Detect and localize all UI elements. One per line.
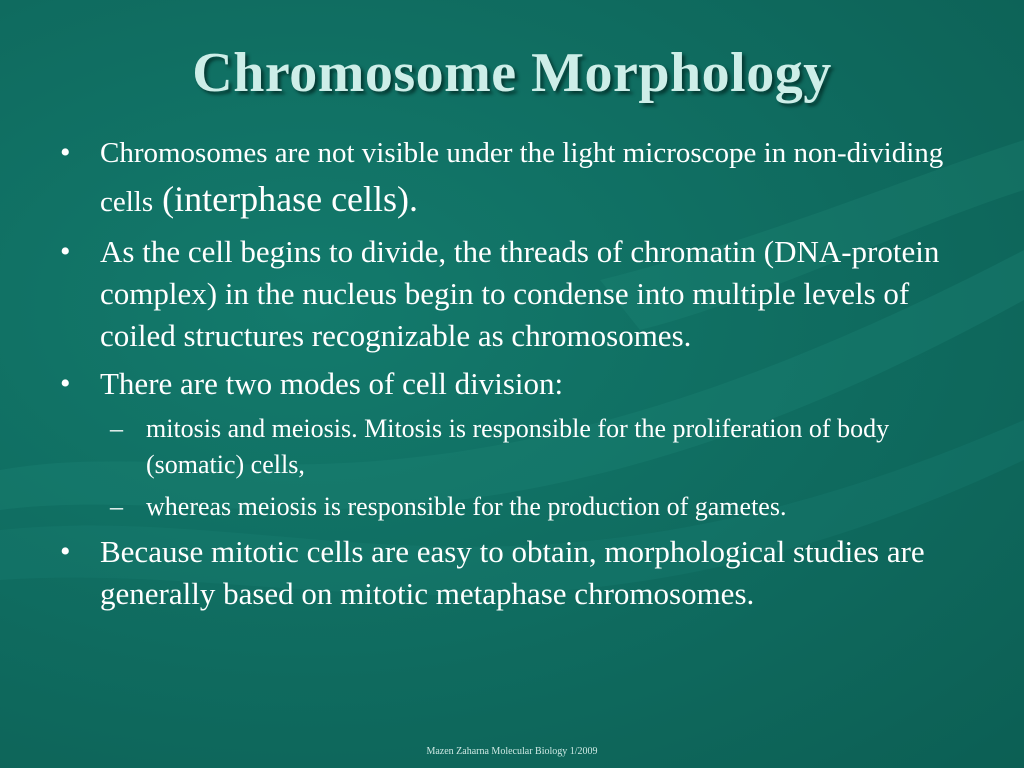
- bullet-1: [58, 130, 978, 225]
- bullet-3-text: There are two modes of cell division:: [100, 366, 564, 401]
- bullet-1-text: Chromosomes are not visible under the light microscope in non-dividing cells: [100, 137, 944, 218]
- bullet-4-text: Because mitotic cells are easy to obtain, morphological studies are generally based on mitotic metaphase chromosomes.: [100, 534, 925, 611]
- slide-content: [58, 130, 978, 621]
- sub-bullet-2-text: whereas meiosis is responsible for the production of gametes.: [146, 492, 787, 521]
- bullet-1-text-large: (interphase cells).: [153, 179, 419, 219]
- bullet-3: [58, 363, 978, 405]
- bullet-dot: •: [60, 535, 71, 568]
- bullet-2-text: As the cell begins to divide, the threads of chromatin (DNA-protein complex) in the nucleus begin to condense into multiple levels of coiled structures recognizable as chromosomes.: [100, 234, 940, 353]
- bullet-4: [58, 531, 978, 615]
- bullet-dot: •: [60, 136, 71, 169]
- sub-bullet-2: [58, 489, 978, 525]
- bullet-2: [58, 231, 978, 357]
- slide-footer: Mazen Zaharna Molecular Biology 1/2009: [426, 746, 598, 757]
- bullet-dot: •: [60, 367, 71, 400]
- bullet-dot: •: [60, 235, 71, 268]
- sub-bullet-dash: –: [110, 414, 123, 443]
- sub-bullet-1: [58, 411, 978, 483]
- sub-bullet-dash: –: [110, 492, 123, 521]
- sub-bullet-1-text: mitosis and meiosis. Mitosis is responsible for the proliferation of body (somatic) cells,: [146, 414, 890, 479]
- slide-title: Chromosome Morphology: [192, 42, 832, 104]
